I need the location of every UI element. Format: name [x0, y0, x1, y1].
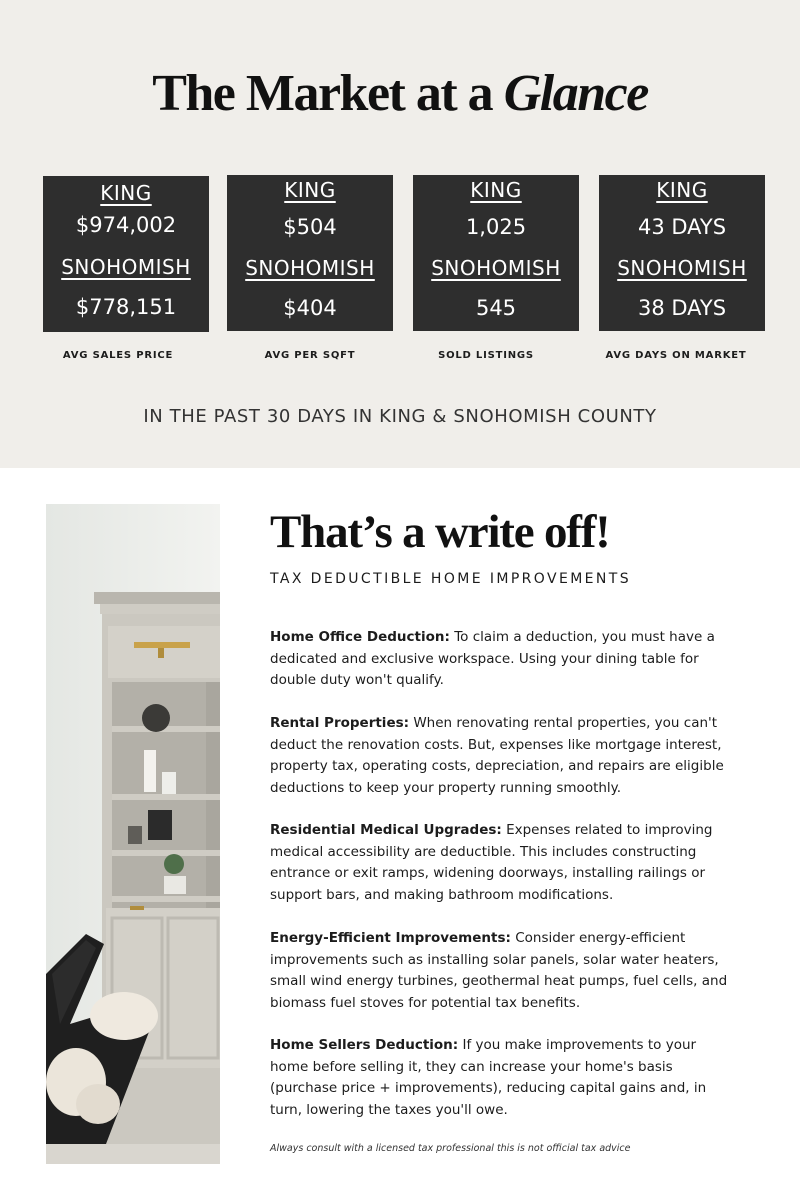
snohomish-label: SNOHOMISH: [431, 256, 561, 280]
deduction-residential-medical: [270, 820, 730, 906]
deduction-rental-properties: [270, 713, 730, 799]
stat-caption-avg-days-on-market: AVG DAYS ON MARKET: [605, 350, 747, 361]
deduction-home-sellers: [270, 1035, 730, 1121]
snohomish-value: $404: [283, 296, 337, 320]
deduction-energy-efficient: [270, 928, 730, 1014]
stat-card-avg-sales-price: [43, 176, 209, 332]
deduction-heading: Rental Properties:: [270, 715, 410, 731]
deduction-text: Expenses related to improving medical accessibility are deductible. This includes constructing entrance or exit ramps, widening doorways, installing railings or support bars, and making bathroom modifications.: [270, 822, 713, 903]
king-value: $974,002: [75, 213, 177, 237]
king-value: 1,025: [465, 215, 527, 239]
stat-caption-avg-per-sqft: AVG PER SQFT: [264, 350, 356, 361]
stat-card-sold-listings: [413, 175, 579, 331]
market-title-italic: Glance: [503, 65, 648, 122]
market-title: [0, 64, 800, 123]
interior-photo: [46, 504, 220, 1164]
king-label: KING: [284, 178, 336, 202]
king-label: KING: [100, 181, 152, 205]
snohomish-value: 545: [475, 296, 517, 320]
deduction-text: When renovating rental properties, you can't deduct the renovation costs. But, expenses like mortgage interest, property tax, operating costs, depreciation, and repairs are eligible deductions to keep your property running smoothly.: [270, 715, 724, 796]
deduction-heading: Energy-Efficient Improvements:: [270, 930, 511, 946]
stat-caption-sold-listings: SOLD LISTINGS: [438, 350, 534, 361]
deduction-home-office: [270, 627, 730, 692]
deduction-text: To claim a deduction, you must have a dedicated and exclusive workspace. Using your dining table for double duty won't qualify.: [270, 629, 715, 688]
king-label: KING: [470, 178, 522, 202]
deduction-heading: Home Sellers Deduction:: [270, 1037, 459, 1053]
deduction-heading: Residential Medical Upgrades:: [270, 822, 502, 838]
stat-caption-avg-sales-price: AVG SALES PRICE: [62, 350, 174, 361]
write-off-subtitle: TAX DEDUCTIBLE HOME IMPROVEMENTS: [270, 571, 632, 587]
snohomish-label: SNOHOMISH: [61, 255, 191, 279]
king-label: KING: [656, 178, 708, 202]
snohomish-label: SNOHOMISH: [617, 256, 747, 280]
snohomish-value: 38 DAYS: [637, 296, 727, 320]
snohomish-label: SNOHOMISH: [245, 256, 375, 280]
market-section: [0, 0, 800, 468]
king-value: $504: [283, 215, 337, 239]
deduction-text: If you make improvements to your home before selling it, they can increase your home's basis (purchase price + improvements), reducing capital gains and, in turn, lowering the taxes you'll owe.: [270, 1037, 707, 1118]
period-note: IN THE PAST 30 DAYS IN KING & SNOHOMISH COUNTY: [143, 406, 657, 427]
bookshelf-chair-illustration: [46, 504, 220, 1164]
snohomish-value: $778,151: [75, 295, 177, 319]
stat-card-avg-days-on-market: [599, 175, 765, 331]
stat-card-avg-per-sqft: [227, 175, 393, 331]
disclaimer: Always consult with a licensed tax professional this is not official tax advice: [270, 1143, 631, 1154]
write-off-title: That’s a write off!: [270, 506, 610, 558]
deduction-heading: Home Office Deduction:: [270, 629, 450, 645]
market-title-text: The Market at a: [152, 65, 493, 122]
deduction-text: Consider energy-efficient improvements such as installing solar panels, solar water heaters, small wind energy turbines, geothermal heat pumps, fuel cells, and biomass fuel stoves for potential tax benefits.: [270, 930, 728, 1011]
king-value: 43 DAYS: [637, 215, 727, 239]
